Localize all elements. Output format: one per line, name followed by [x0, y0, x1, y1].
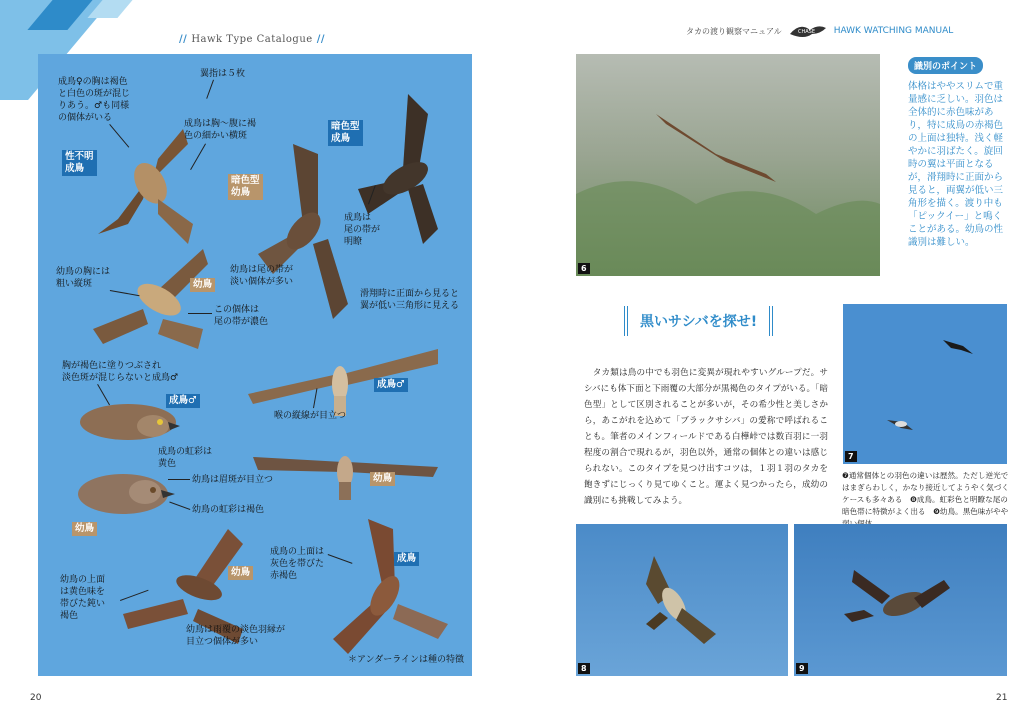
- tag-juvenile-4: 幼鳥: [228, 566, 253, 580]
- bird-juvenile-1: [93, 249, 208, 349]
- photo-8: [576, 524, 788, 676]
- tag-juvenile-1: 幼鳥: [190, 278, 215, 292]
- label-juvenile-tail: 幼鳥は尾の帯が 淡い個体が多い: [230, 265, 294, 287]
- label-juvenile-upper: 幼鳥の上面 は黄色味を 帯びた鈍い 褐色: [60, 575, 106, 621]
- photo-6: [576, 54, 880, 276]
- photo-9-scene: [794, 524, 1007, 676]
- label-tail-dark-band: この個体は 尾の帯が濃色: [214, 305, 269, 327]
- photo-caption: ❼通常個体との羽色の違いは歴然。ただし逆光ではまぎらわしく，かなり接近してようやく気づくケースも多々ある ❽成鳥。虹彩色と明瞭な尾の暗色帯に特徴がよく出る ❾幼鳥。黒色味がやや: [842, 471, 1009, 516]
- photo-number: 7: [845, 451, 857, 462]
- title-bar-right: [769, 306, 773, 336]
- leader-line: [168, 479, 190, 480]
- tag-juvenile-3: 幼鳥: [72, 522, 97, 536]
- tag-juvenile-2: 幼鳥: [370, 472, 395, 486]
- section-title-box: [624, 306, 773, 336]
- bird-dark-juvenile: [258, 144, 348, 319]
- photo-number: 9: [796, 663, 808, 674]
- label-juvenile-chest: 幼鳥の胸には 粗い縦斑: [56, 267, 111, 289]
- label-adult-iris: 成鳥の虹彩は 黄色: [158, 447, 213, 469]
- photo-7: [843, 304, 1007, 464]
- label-glide-triangle: 滑翔時に正面から見ると 翼が低い三角形に見える: [360, 289, 460, 311]
- manual-title-en: HAWK WATCHING MANUAL: [833, 26, 954, 36]
- left-page: [0, 0, 506, 715]
- tag-unknown-sex-adult: 性不明 成鳥: [62, 150, 97, 176]
- photo-6-scene: [576, 54, 880, 276]
- bird-adult-male-glide: [248, 349, 438, 416]
- point-body: 体格はややスリムで重量感に乏しい。羽色は全体的に赤色味があり，特に成鳥の赤褐色の上面は独特。浅く軽やかに羽ばたく。旋回時の翼は平面となるが，滑翔時に正面から見ると，両翼が低い三角形を描く。渡り中も「ピックイー」と鳴くことがある。幼鳥の性識別は難しい。: [908, 81, 1004, 248]
- hawk-logo-icon: [788, 20, 828, 42]
- underline-note: ＊アンダーラインは種の特徴: [348, 655, 465, 665]
- label-juvenile-iris: 幼鳥の虹彩は褐色: [192, 505, 265, 515]
- tag-dark-juvenile: 暗色型 幼鳥: [228, 174, 263, 200]
- photo-8-scene: [576, 524, 788, 676]
- photo-number: 8: [578, 663, 590, 674]
- label-male-chest: 胸が褐色に塗りつぶされ 淡色斑が混じらないと成鳥♂: [62, 361, 179, 383]
- hawk-logo: [788, 20, 828, 42]
- bird-adult-male-head: [80, 404, 180, 440]
- manual-header: [686, 20, 953, 42]
- point-title: 識別のポイント: [908, 57, 983, 74]
- manual-title-jp: タカの渡り観察マニュアル: [686, 26, 782, 36]
- label-adult-bars: 成鳥は胸～腹に褐 色の細かい横斑: [184, 119, 257, 141]
- photo-7-scene: [843, 304, 1007, 464]
- bird-adult-top: [333, 519, 448, 654]
- page-number-left: 20: [30, 693, 42, 703]
- photo-number: 6: [578, 263, 590, 274]
- bird-adult-flying: [253, 456, 438, 500]
- bird-juvenile-head: [78, 474, 175, 514]
- tag-adult: 成鳥: [394, 552, 419, 566]
- logo-text: CHASE: [797, 29, 815, 35]
- catalogue-header: // Hawk Type Catalogue //: [179, 34, 325, 45]
- identification-points: [908, 54, 1008, 249]
- photo-9: [794, 524, 1007, 676]
- label-throat-line: 喉の縦線が目立つ: [274, 411, 347, 421]
- page-number-right: 21: [996, 693, 1008, 703]
- right-page: [506, 0, 1013, 715]
- tag-male-adult-1: 成鳥♂: [374, 378, 408, 392]
- body-text: タカ類は鳥の中でも羽色に変異が現れやすいグループだ。サシバにも体下面と下雨覆の大部分が黒褐色のタイプがいる。「暗色型」として区別されることが多いが，その希少性と美しさから，あこがれを込めて「ブラックサシバ」の愛称で呼ばれることも。筆者のメインフィールドである白樺峠では数百羽に一羽程度の割合で現れるが，羽色以外，通常の個体との違いは感じられない。このタイプを見つけ出すコツは，１羽１羽のタカを飽きずにじっくり見てゆくこと。運よく見つかったら，成幼の識別にも挑戦してみよう。: [584, 368, 828, 506]
- label-juvenile-eyebrow: 幼鳥は眉斑が目立つ: [192, 475, 274, 485]
- leader-line: [188, 313, 212, 314]
- label-dark-tail: 成鳥は 尾の帯が 明瞭: [344, 213, 381, 247]
- tag-dark-adult: 暗色型 成鳥: [328, 120, 363, 146]
- label-female-chest: 成鳥♀の胸は褐色 と白色の斑が混じ りあう。♂も同様 の個体がいる: [58, 77, 131, 123]
- label-adult-upper: 成鳥の上面は 灰色を帯びた 赤褐色: [270, 547, 325, 581]
- section-title: 黒いサシバを探せ!: [640, 314, 758, 330]
- bird-catalogue-panel: [38, 54, 472, 676]
- label-juvenile-coverts: 幼鳥は雨覆の淡色羽縁が 目立つ個体が多い: [186, 625, 286, 647]
- tag-male-adult-2: 成鳥♂: [166, 394, 200, 408]
- label-finger-feathers: 翼指は５枚: [200, 69, 246, 79]
- bird-adult-unknown-sex: [98, 129, 193, 244]
